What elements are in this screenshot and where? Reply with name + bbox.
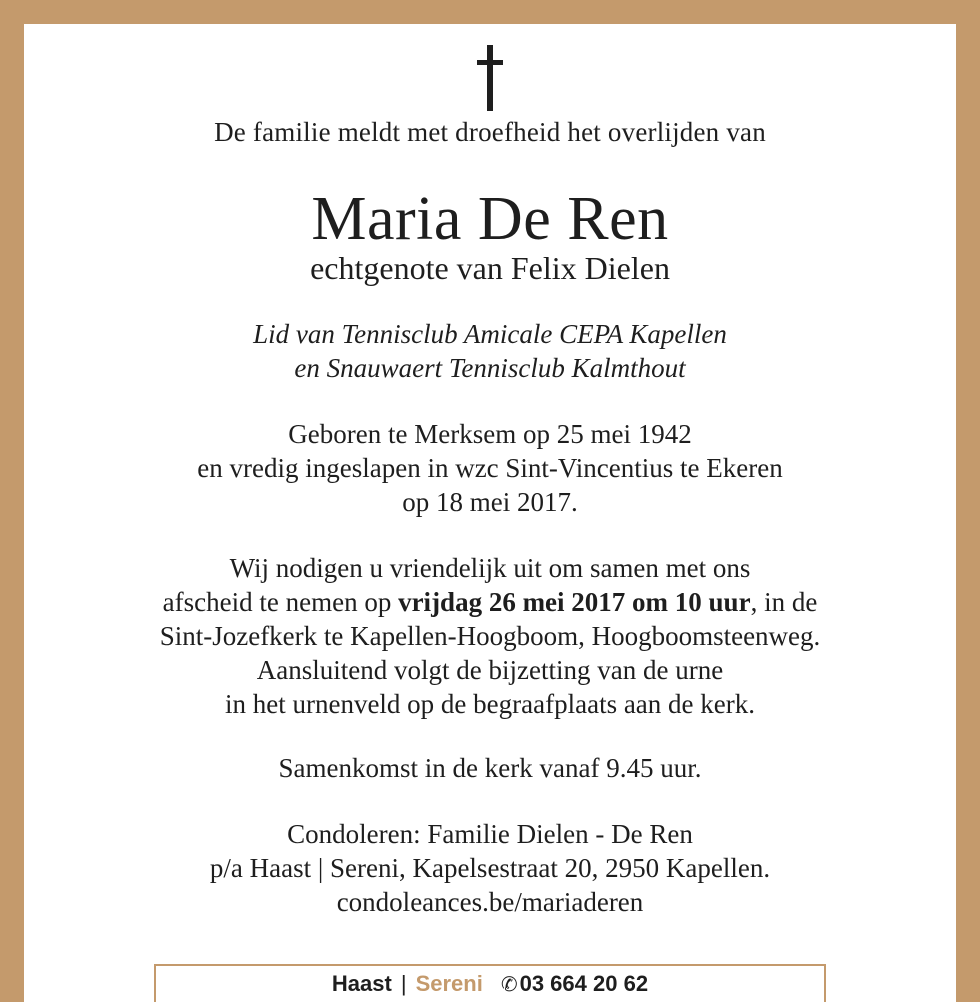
condolence-line: Condoleren: Familie Dielen - De Ren bbox=[287, 819, 693, 849]
funeral-home-footer bbox=[154, 964, 826, 1002]
cross-icon bbox=[474, 45, 506, 111]
birth-line: en vredig ingeslapen in wzc Sint-Vincentius te Ekeren bbox=[197, 453, 783, 483]
farewell-line: in het urnenveld op de begraafplaats aan de kerk. bbox=[224, 689, 756, 719]
phone-icon: ✆ bbox=[500, 973, 518, 996]
condolence-line: p/a Haast | Sereni, Kapelsestraat 20, 2950 Kapellen. bbox=[209, 853, 771, 883]
ceremony-datetime: vrijdag 26 mei 2017 om 10 uur bbox=[398, 587, 751, 617]
farewell-text: afscheid te nemen op bbox=[162, 587, 399, 617]
gathering-info: Samenkomst in de kerk vanaf 9.45 uur. bbox=[278, 753, 702, 783]
condolence-link[interactable]: condoleances.be/mariaderen bbox=[336, 887, 644, 917]
intro-text: De familie meldt met droefheid het overlijden van bbox=[214, 117, 766, 147]
spouse-line: echtgenote van Felix Dielen bbox=[310, 250, 670, 286]
brand-sereni: Sereni bbox=[415, 971, 483, 996]
club-line: Lid van Tennisclub Amicale CEPA Kapellen bbox=[253, 319, 727, 349]
club-line: en Snauwaert Tennisclub Kalmthout bbox=[294, 353, 686, 383]
birth-line: op 18 mei 2017. bbox=[402, 487, 578, 517]
brand-separator: | bbox=[400, 971, 407, 996]
farewell-line: Sint-Jozefkerk te Kapellen-Hoogboom, Hoogboomsteenweg. bbox=[159, 621, 821, 651]
club-membership bbox=[24, 317, 956, 385]
farewell-text: , in de bbox=[750, 587, 818, 617]
farewell-line: Wij nodigen u vriendelijk uit om samen met ons bbox=[229, 553, 751, 583]
farewell-invitation bbox=[24, 551, 956, 721]
farewell-line: Aansluitend volgt de bijzetting van de urne bbox=[256, 655, 724, 685]
deceased-name: Maria De Ren bbox=[311, 185, 669, 253]
farewell-line bbox=[24, 585, 956, 619]
birth-death-info bbox=[24, 417, 956, 519]
brand-haast: Haast bbox=[331, 971, 392, 996]
birth-line: Geboren te Merksem op 25 mei 1942 bbox=[288, 419, 692, 449]
obituary-card bbox=[24, 24, 956, 1002]
condolence-info bbox=[24, 817, 956, 919]
phone-number[interactable]: 03 664 20 62 bbox=[519, 971, 649, 996]
